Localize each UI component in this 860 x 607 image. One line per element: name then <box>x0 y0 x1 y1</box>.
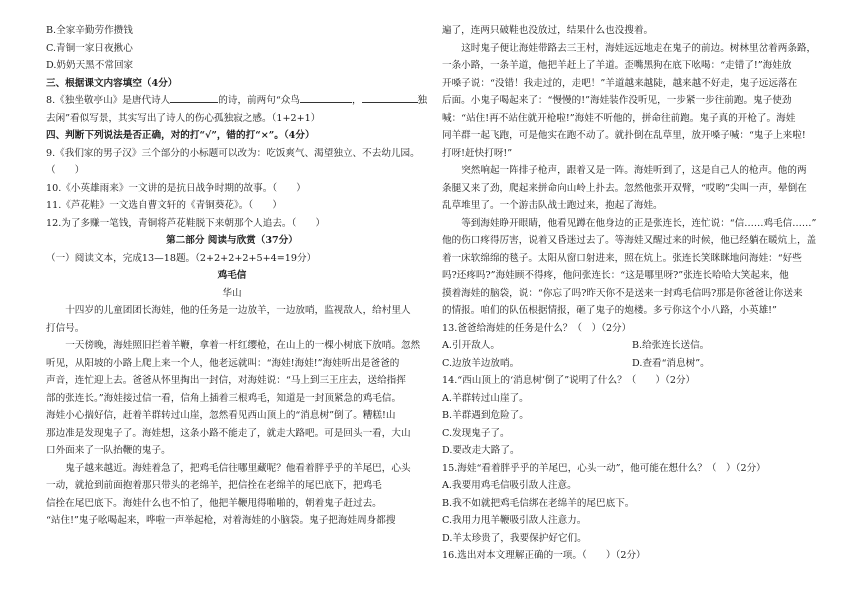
option-c: C.发现鬼子了。 <box>442 427 510 439</box>
reading-intro: （一）阅读文本，完成13—18题。（2+2+2+2+5+4=19分） <box>46 252 317 264</box>
article-line: 遍了，连两只破鞋也没放过，结果什么也没搜着。 <box>442 25 654 36</box>
blank <box>170 92 218 103</box>
option-b: B.给张连长送信。 <box>632 340 710 351</box>
article-line: 声音，连忙迎上去。爸爸从怀里掏出一封信，对海娃说：“马上到三王庄去，送给指挥 <box>46 375 406 386</box>
article-line: 他的伤口疼得厉害，说着又昏迷过去了。等海娃又醒过来的时候，他已经躺在暖炕上，盖 <box>442 235 817 246</box>
article-line: 喊：“站住!再不站住就开枪啦!”海娃不听他的，拼命往前跑。鬼子真的开枪了。海娃 <box>442 112 796 124</box>
article-line: 一条小路，一条羊道，他把羊赶上了羊道。歪嘴黑狗在底下吆喝：“走错了!”海娃放 <box>442 60 792 71</box>
q-option-b: B.全家辛勤劳作攒钱 <box>46 25 133 36</box>
question-14: 14.“西山顶上的‘消息树’倒了”说明了什么？（ ）（2分） <box>442 375 696 386</box>
q-option-d: D.奶奶天黑不常回家 <box>46 60 134 71</box>
article-line: 信拴在尾巴底下。海娃什么也不怕了，他把羊鞭甩得啪啪的，朝着鬼子赶过去。 <box>46 497 382 509</box>
option-d: D.羊太珍贵了，我要保护好它们。 <box>442 532 587 544</box>
question-9-answer: （ ） <box>46 165 85 176</box>
article-line: 十四岁的儿童团团长海娃，他的任务是一边放羊，一边放哨，监视敌人，给村里人 <box>65 305 411 316</box>
article-line: 打信号。 <box>46 322 85 334</box>
option-d: D.要改走大路了。 <box>442 445 520 456</box>
option-c: C.我用力甩羊鞭吸引敌人注意力。 <box>442 515 587 526</box>
option-c: C.边放羊边放哨。 <box>442 357 520 369</box>
article-line: 那边准是发现鬼子了。海娃想，这条小路不能走了，就走大路吧。可是回头一看，大山 <box>46 427 411 439</box>
article-line: 吗?还疼吗?”海娃顾不得疼，他问张连长：“这是哪里呀?”张连长哈哈大笑起来，他 <box>442 270 789 281</box>
article-line: 开嗓子说：“没错！我走过的，走吧！”羊道越来越陡，越来越不好走，鬼子远远落在 <box>442 77 798 89</box>
article-line: 后面。小鬼子喝起来了：“慢慢的!”海娃装作没听见，一步紧一步往前跑。鬼子使劲 <box>442 95 792 106</box>
option-b: B.羊群遇到危险了。 <box>442 410 529 421</box>
q-option-c: C.青铜一家日夜揪心 <box>46 42 133 54</box>
section4-title: 四、判断下列说法是否正确，对的打“√”，错的打“×”。（4分） <box>46 130 315 141</box>
question-11: 11.《芦花鞋》一文选自曹文轩的《青铜葵花》。（ ） <box>46 200 282 211</box>
question-9: 9.《我们家的男子汉》三个部分的小标题可以改为：吃饭爽气、渴望独立、不去幼儿园。 <box>46 147 420 159</box>
option-row <box>442 355 824 373</box>
section3-title: 三、根据课文内容填空（4分） <box>46 77 178 89</box>
option-d: D.查看“消息树”。 <box>632 357 710 369</box>
article-line: 条腿又来了劲，爬起来拼命向山岭上扑去。忽然他张开双臂，“哎哟”尖叫一声，晕倒在 <box>442 182 807 194</box>
left-column <box>46 22 428 530</box>
question-15: 15.海娃“看着胖乎乎的羊尾巴，心头一动”，他可能在想什么？（ ）（2分） <box>442 462 766 474</box>
article-line: 着一床软绵绵的毯子。太阳从窗口射进来，照在炕上。张连长笑眯眯地问海娃：“好些 <box>442 252 802 264</box>
article-line: 乱草堆里了。一个游击队战士跑过来，抱起了海娃。 <box>442 200 663 211</box>
article-line: 打呀!赶快打呀!” <box>442 147 513 159</box>
article-line: “站住!”鬼子吆喝起来，哗啦一声举起枪，对着海娃的小脑袋。鬼子把海娃周身都搜 <box>46 515 396 526</box>
question-10: 10.《小英雄雨来》一文讲的是抗日战争时期的故事。（ ） <box>46 182 306 194</box>
article-line: 这时鬼子便让海娃带路去三王村，海娃远远地走在鬼子的前边。树林里岔着两条路， <box>461 42 817 54</box>
question-13: 13.爸爸给海娃的任务是什么？（ ）（2分） <box>442 322 632 334</box>
part2-title: 第二部分 阅读与欣赏（37分） <box>166 235 298 246</box>
article-line: 口外面来了一队抬鞭的鬼子。 <box>46 445 171 456</box>
article-line: 一天傍晚，海娃照旧拦着羊鞭，拿着一杆红缨枪，在山上的一棵小树底下放哨。忽然 <box>65 340 421 351</box>
article-line: 听见，从阳坡的小路上爬上来一个人，他老远就叫：“海娃!海娃!”海娃听出是爸爸的 <box>46 357 400 369</box>
question-8-cont: 去闲”看似写景，其实写出了诗人的伤心孤独寂之感。（1+2+1） <box>46 112 321 124</box>
option-b: B.我不如就把鸡毛信绑在老绵羊的尾巴底下。 <box>442 497 635 509</box>
blank <box>300 92 352 103</box>
article-line: 突然响起一阵排子枪声，跟着又是一阵。海娃听到了，这是自己人的枪声。他的两 <box>461 165 807 176</box>
question-8: 8.《独坐敬亭山》是唐代诗人 的诗，前两句“众鸟 ， 独 <box>46 92 418 110</box>
question-12: 12.为了多赚一笔钱，青铜将芦花鞋脱下来朝那个人追去。（ ） <box>46 217 326 229</box>
article-line: 海娃小心揣好信，赶着羊群转过山崖，忽然看见西山顶上的“消息树”倒了。糟糕!山 <box>46 410 396 421</box>
option-a: A.羊群转过山崖了。 <box>442 392 529 404</box>
option-a: A.引开敌人。 <box>442 340 500 351</box>
right-column <box>442 22 824 565</box>
article-line: 同羊群一起飞跑，可是他实在跑不动了。就扑倒在乱草里，放开嗓子喊：“鬼子上来啦! <box>442 130 806 141</box>
article-line: 部的张连长。”海娃接过信一看，信角上插着三根鸡毛，知道是一封顶紧急的鸡毛信。 <box>46 392 402 404</box>
option-a: A.我要用鸡毛信吸引敌人注意。 <box>442 480 577 491</box>
article-line: 鬼子越来越近。海娃着急了，把鸡毛信往哪里藏呢？他看着胖乎乎的羊尾巴，心头 <box>65 462 411 474</box>
question-16: 16.选出对本文理解正确的一项。（ ）（2分） <box>442 550 646 561</box>
article-line: 的情报。咱们的队伍根据情报，砸了鬼子的炮楼。多亏你这个小八路，小英雄!” <box>442 305 777 316</box>
blank <box>362 92 418 103</box>
article-line: 摸着海娃的脑袋，说：“你忘了吗?昨天你不是送来一封鸡毛信吗?那是你爸爸让你送来 <box>442 287 803 299</box>
article-line: 等到海娃睁开眼睛，他看见蹲在他身边的正是张连长，连忙说：“信……鸡毛信……” <box>461 217 817 229</box>
article-title: 鸡毛信 <box>217 270 247 281</box>
article-author: 华山 <box>222 287 242 299</box>
option-row <box>442 337 824 355</box>
article-line: 一动，就抢到前面抱着那只带头的老绵羊，把信拴在老绵羊的尾巴底下，把鸡毛 <box>46 480 382 491</box>
